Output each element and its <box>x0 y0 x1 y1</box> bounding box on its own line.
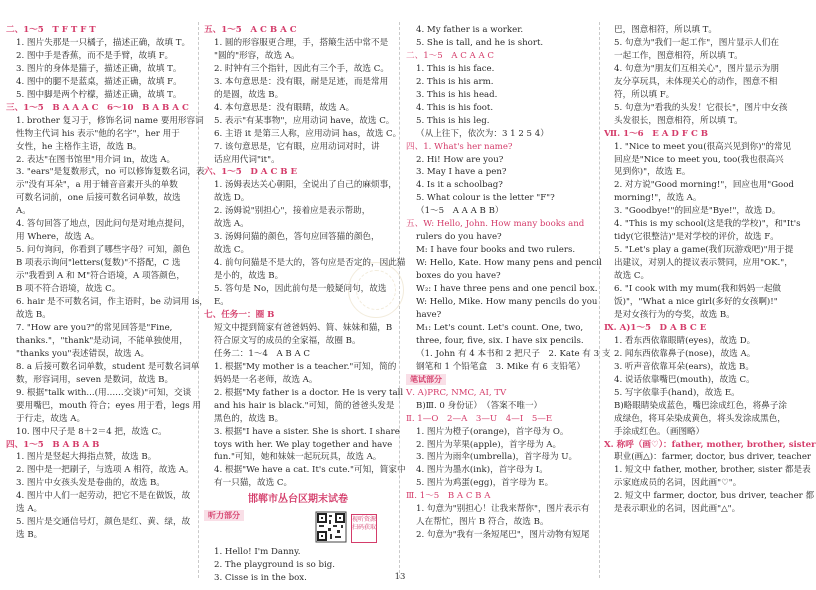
answer-column-1 <box>6 24 208 542</box>
answer-explanation-line: 成绿色，将耳朵染成黄色，将头发涂成黑色， <box>614 413 786 424</box>
answer-explanation-line: 2. 闻东西依靠鼻子(nose)，故选 A。 <box>614 348 756 359</box>
section-answer-heading: 二、1～5 T F T F T <box>6 25 96 35</box>
answer-explanation-line: 5. 图片是交通信号灯，颜色是红、黄、绿，故 <box>16 517 191 528</box>
section-answer-heading: 四、1. What's her name? <box>406 141 513 152</box>
answer-explanation-line: 9. 根据"talk with...(用……交谈)"可知，交谈 <box>16 387 192 398</box>
answer-explanation-line: 可数名词前，one 后接可数名词单数，故选 <box>16 193 181 204</box>
answer-explanation-line: thanks."，"thank"是动词，不能单独使用， <box>16 335 188 346</box>
answer-explanation-line: 女性，he 主格作主语，故选 B。 <box>16 141 142 152</box>
answer-explanation-line: 故选 D。 <box>214 193 250 204</box>
answer-explanation-line: B 项不符合语境，故选 C。 <box>16 284 121 295</box>
answer-explanation-line: 符合原文写的成员的全家福，故圈 B。 <box>214 335 361 346</box>
answer-explanation-line: 1. 看东西依靠眼睛(eyes)，故选 D。 <box>614 335 756 346</box>
answer-explanation-line: （从上往下，依次为：3 1 2 5 4） <box>416 128 549 139</box>
answer-explanation-line: B)Ⅲ. 0 身份证） （答案不唯一） <box>416 400 543 411</box>
answer-explanation-line: 3. This is his head. <box>416 89 498 100</box>
section-answer-heading: Ⅶ. 1～6 E A D F C B <box>604 128 709 139</box>
answer-explanation-line: 用 Where，故选 A。 <box>16 232 100 243</box>
answer-explanation-line: 3. 图片为雨伞(umbrella)，首字母为 U。 <box>416 452 578 463</box>
answer-explanation-line: 故选 C。 <box>614 271 650 282</box>
answer-explanation-line: 2. 汤姆说"别担心"，接着应是表示帮助， <box>214 206 371 217</box>
answer-explanation-line: W: Hello, Mike. How many pencils do you <box>416 297 598 308</box>
answer-explanation-line: 1. 短文中 father, mother, brother, sister 都是表 <box>614 465 811 476</box>
answer-explanation-line: 5. 表示"有某事物"，应用动词 have，故选 C。 <box>214 115 395 126</box>
answer-explanation-line: 1. 图片为橙子(orange)，首字母为 O。 <box>416 426 569 437</box>
page-number: 13 <box>394 572 406 582</box>
answer-explanation-line: 5. What colour is the letter "F"? <box>416 193 555 204</box>
answer-explanation-line: boxes do you have? <box>416 271 501 282</box>
answer-explanation-line: 3. "ears"是复数形式，no 可以修饰复数名词，表 <box>16 167 205 178</box>
answer-explanation-line: 回应是"Nice to meet you, too(我也很高兴 <box>614 154 784 165</box>
answer-explanation-line: 2. 图中是一把刷子，与选项 A 相符，故选 A。 <box>16 465 194 476</box>
answer-explanation-line: 1. This is his face. <box>416 63 495 74</box>
answer-explanation-line: E。 <box>214 297 229 308</box>
answer-explanation-line: 选 A。 <box>16 504 43 515</box>
answer-column-4 <box>604 24 816 516</box>
answer-explanation-line: 2. 对方说"Good morning!"，回应也用"Good <box>614 180 794 191</box>
answer-explanation-line: 1. 句意为"别担心！让我来帮你"，图片表示有 <box>416 504 590 515</box>
answer-explanation-line: 5. She is tall, and he is short. <box>416 37 544 48</box>
answer-explanation-line: 出建议，对别人的提议表示赞同，应用"OK."， <box>614 258 793 269</box>
answer-explanation-line: 5. 答句是 No，因此前句是一般疑问句，故选 <box>214 284 387 295</box>
answer-explanation-line: 4. My father is a worker. <box>416 25 524 35</box>
answer-explanation-line: have? <box>416 309 442 320</box>
answer-explanation-line: 3. 汤姆问猫的颜色，答句应回答猫的颜色， <box>214 232 380 243</box>
answer-explanation-line: 有一只猫，故选 C。 <box>214 478 293 489</box>
answer-explanation-line: rulers do you have? <box>416 232 502 243</box>
answer-explanation-line: 示"我看到 A 和 M"符合语境，A 项答颜色， <box>16 271 185 282</box>
answer-explanation-line: 数，形容词用，seven 是数词，故选 B。 <box>16 374 174 385</box>
answer-explanation-line: 选 B。 <box>16 530 43 541</box>
answer-explanation-line: 是小的，故选 B。 <box>214 271 284 282</box>
answer-explanation-line: 3. 听声音依靠耳朵(ears)，故选 B。 <box>614 361 754 372</box>
answer-explanation-line: 5. 图片为鸡蛋(egg)，首字母为 E。 <box>416 478 554 489</box>
answer-explanation-line: 一起工作，图意相符，所以填 T。 <box>614 50 743 61</box>
answer-explanation-line: 7. "How are you?"的常见回答是"Fine, <box>16 322 173 333</box>
listening-header <box>204 510 392 546</box>
answer-explanation-line: 人在帮忙，图片 B 符合，故选 B。 <box>416 517 549 528</box>
answer-explanation-line: 4. 根据"We have a cat. It's cute."可知，简家中 <box>214 465 406 476</box>
answer-explanation-line: 2. 短文中 farmer, doctor, bus driver, teacher 都 <box>614 491 815 502</box>
exam-title: 邯郸市丛台区期末试卷 <box>248 494 348 506</box>
section-answer-heading: 六、1～5 D A C B E <box>204 167 298 178</box>
answer-explanation-line: 任务二：1～4 A B A C <box>214 348 310 359</box>
answer-explanation-line: 4. "This is my school(这是我的学校)"，和"It's <box>614 219 801 230</box>
answer-explanation-line: W₂: I have three pens and one pencil box. <box>416 284 598 295</box>
answer-explanation-line: 4. 说话依靠嘴巴(mouth)，故选 C。 <box>614 374 755 385</box>
answer-explanation-line: 5. 写字依靠手(hand)，故选 E。 <box>614 387 740 398</box>
answer-explanation-line: 友分享玩具，未体现关心的动作，图意不相 <box>614 76 778 87</box>
answer-explanation-line: 6. hair 是不可数名词，作主语时，be 动词用 is， <box>16 297 208 308</box>
answer-explanation-line: 是表示职业的名词，因此画"△"。 <box>614 504 741 515</box>
answer-explanation-line: 3. 根据"I have a sister. She is short. I share <box>214 426 400 437</box>
answer-explanation-line: morning!"，故选 A。 <box>614 193 702 204</box>
answer-column-3 <box>406 24 611 542</box>
answer-explanation-line: 2. 表达"在图书馆里"用介词 in，故选 A。 <box>16 154 176 165</box>
answer-explanation-line: 要用嘴巴，mouth 符合；eyes 用于看，legs 用 <box>16 400 201 411</box>
answer-explanation-line: 符，所以填 F。 <box>614 89 675 100</box>
answer-explanation-line: 6. "I cook with my mum(我和妈妈一起做 <box>614 284 782 295</box>
section-answer-heading: Ⅸ. A)1～5 D A B C E <box>604 322 707 333</box>
answer-explanation-line: 2. 图片为苹果(apple)，首字母为 A。 <box>416 439 562 450</box>
section-answer-heading: Ⅲ. 1～5 B A C B A <box>406 491 491 502</box>
answer-explanation-line: fun."可知，她和妹妹一起玩玩具，故选 A。 <box>214 452 382 463</box>
answer-explanation-line: tidy(它很整洁)"是对学校的评价，故选 F。 <box>614 232 779 243</box>
answer-explanation-line: 2. Hi! How are you? <box>416 154 504 165</box>
answer-explanation-line: 3. "Goodbye!"的回应是"Bye!"，故选 D。 <box>614 206 781 217</box>
written-part-tag: 笔试部分 <box>406 374 446 385</box>
answer-explanation-line: 1. Hello! I'm Danny. <box>214 547 301 558</box>
answer-explanation-line: 6. 主语 it 是第三人称，应用动词 has，故选 C。 <box>214 128 402 139</box>
answer-explanation-line: 5. 句意为"我们一起工作"，图片显示人们在 <box>614 37 779 48</box>
answer-explanation-line: 8. a 后接可数名词单数，student 是可数名词单 <box>16 361 200 372</box>
answer-explanation-line: 2. 句意为"我有一条短尾巴"，图片动物有短尾 <box>416 530 590 541</box>
answer-explanation-line: 巴，图意相符，所以填 T。 <box>614 25 717 35</box>
answer-explanation-line: 的是圆，故选 B。 <box>214 89 284 100</box>
answer-explanation-line: 于行走，故选 A。 <box>16 413 86 424</box>
answer-explanation-line: 话应用代词"it"。 <box>214 154 280 165</box>
answer-explanation-line: 3. 本句意思是：没有眼，耐是足迹，而是常用 <box>214 76 389 87</box>
section-answer-heading: 二、1～5 A C A A C <box>406 50 495 61</box>
answer-explanation-line: toys with her. We play together and have <box>214 439 393 450</box>
answer-explanation-line: 是对女孩行为的夸奖，故选 B。 <box>614 309 735 320</box>
answer-explanation-line: B)略眼睛染成蓝色，嘴巴涂成红色，将鼻子涂 <box>614 400 787 411</box>
answer-explanation-line: 5. 问句询问，你看到了哪些字母？可知，颜色 <box>16 245 191 256</box>
answer-explanation-line: 10. 图中尺子是 8＋2＝4 把，故选 C。 <box>16 426 167 437</box>
answer-explanation-line: 3. 图片的身体是猫子，描述正确，故填 T。 <box>16 63 182 74</box>
answer-explanation-line: 4. This is his foot. <box>416 102 494 113</box>
answer-explanation-line: 短文中提到简家有爸爸妈妈、简、妹妹和猫，B <box>214 322 393 333</box>
answer-explanation-line: 4. 答句回答了地点，因此问句是对地点提问， <box>16 219 191 230</box>
answer-explanation-line: 5. This is his leg. <box>416 115 490 126</box>
answer-explanation-line: 性物主代词 his 表示"他的名字"，her 用于 <box>16 128 180 139</box>
answer-explanation-line: 2. 图中手是香蕉，而不是手臂，故填 F。 <box>16 50 174 61</box>
answer-explanation-line: 1. 圆的形容服更合理，手，搭簸生活中常不是 <box>214 37 389 48</box>
section-answer-heading: 五、1～5 A C B A C <box>204 25 297 35</box>
answer-explanation-line: 4. Is it a schoolbag? <box>416 180 503 191</box>
answer-explanation-line: 4. 本句意思是：没有眼睛，故选 A。 <box>214 102 355 113</box>
answer-explanation-line: （1. John 有 4 本书和 2 把尺子 2. Kate 有 3 支 <box>416 348 611 359</box>
answer-explanation-line: 示"没有耳朵"，a 用于辅音音素开头的单数 <box>16 180 178 191</box>
answer-explanation-line: 示家庭成员的名词，因此画"♡"。 <box>614 478 742 489</box>
answer-explanation-line: 2. 根据"My father is a doctor. He is very tall <box>214 387 404 398</box>
answer-explanation-line: 3. 图片中女孩头发是卷曲的，故选 B。 <box>16 478 165 489</box>
answer-explanation-line: "thanks you"表述错误，故选 A。 <box>16 348 150 359</box>
answer-explanation-line: 2. 时钟有三个指针，因此有三个手，故选 C。 <box>214 63 389 74</box>
answer-explanation-line: （1～5 A A A B B） <box>416 206 504 217</box>
section-answer-heading: 五、W: Hello, John. How many books and <box>406 219 585 230</box>
column-divider <box>599 22 600 578</box>
answer-explanation-line: 5. 图中脚是两个柠檬，描述正确，故填 T。 <box>16 89 182 100</box>
answer-explanation-line: M: I have four books and two rulers. <box>416 245 576 256</box>
answer-explanation-line: 2. This is his arm. <box>416 76 494 87</box>
listening-part-tag: 听力部分 <box>204 510 244 521</box>
section-answer-heading: 四、1～5 B A B A B <box>6 439 100 450</box>
answer-explanation-line: 钢笔和 1 个铅笔盒 3. Mike 有 6 支铅笔） <box>416 361 586 372</box>
answer-explanation-line: 1. 根据"My mother is a teacher."可知，简的 <box>214 361 397 372</box>
answer-explanation-line: and his hair is black."可知，简的爸爸头发是 <box>214 400 395 411</box>
answer-explanation-line: 3. May I have a pen? <box>416 167 507 178</box>
answer-explanation-line: 1. 图片是竖起大拇指点赞，故选 B。 <box>16 452 157 463</box>
answer-explanation-line: three, four, five, six. I have six pencils. <box>416 335 584 346</box>
answer-explanation-line: 故选 A。 <box>214 219 249 230</box>
answer-explanation-line: B 项表示询问"letters(复数)"不搭配，C 选 <box>16 258 181 269</box>
section-answer-heading: Ⅴ. A)PRC, NMC, AI, TV <box>406 387 507 398</box>
answer-explanation-line: 4. 图片为墨水(ink)，首字母为 I。 <box>416 465 548 476</box>
qr-label: 视听资源 扫码获取 <box>351 514 377 543</box>
answer-explanation-line: 5. 句意为"看我的头发！它很长"，图片中女孩 <box>614 102 788 113</box>
qr-code-icon[interactable] <box>316 512 346 542</box>
answer-explanation-line: 1. "Nice to meet you(很高兴见到你)"的常见 <box>614 141 792 152</box>
answer-explanation-line: W: Hello, Kate. How many pens and pencil <box>416 258 602 269</box>
answer-explanation-line: 黑色的，故选 B。 <box>214 413 284 424</box>
answer-explanation-line: 1. brother 复习于，修饰名词 name 要用形容词 <box>16 115 204 126</box>
section-answer-heading: Ⅱ. 1—O 2—A 3—U 4—I 5—E <box>406 413 553 424</box>
answer-explanation-line: 头发很长，图意相符，所以填 T。 <box>614 115 743 126</box>
answer-explanation-line: 饭)"，"What a nice girl(多好的女孩啊)!" <box>614 297 778 308</box>
answer-explanation-line: 4. 图片中人们一起劳动，把它不是在做饭，故 <box>16 491 191 502</box>
answer-explanation-line: 5. "Let's play a game(我们玩游戏吧)"用于提 <box>614 245 794 256</box>
answer-explanation-line: 2. The playground is so big. <box>214 560 336 571</box>
answer-explanation-line: 故选 B。 <box>16 309 51 320</box>
answer-explanation-line: 1. 图片失那是一只橘子，描述正确，故填 T。 <box>16 37 191 48</box>
answer-explanation-line: "圆的"形容，故选 A。 <box>214 50 300 61</box>
section-tag-line <box>406 374 596 387</box>
answer-explanation-line: 见到你)"，故选 E。 <box>614 167 691 178</box>
answer-explanation-line: M₁: Let's count. Let's count. One, two, <box>416 322 584 333</box>
section-answer-heading: 三、1～5 B A A A C 6～10 B A B A C <box>6 102 189 113</box>
answer-explanation-line: 4. 图中的腿不是蓝桌，描述正确，故填 F。 <box>16 76 182 87</box>
answer-explanation-line: 1. 汤姆表达关心朝阳，全说出了自己的麻烦事， <box>214 180 397 191</box>
answer-explanation-line: A。 <box>16 206 31 217</box>
answer-explanation-line: 手涂成红色。（画图略） <box>614 426 705 437</box>
answer-explanation-line: 职业(画△)：farmer, doctor, bus driver, teacher <box>614 452 812 463</box>
answer-explanation-line: 7. 该句意思是，它有眼，应用动词对时，讲 <box>214 141 380 152</box>
section-answer-heading: 七、任务一：圈 B <box>204 309 275 320</box>
answer-explanation-line: 4. 前句问猫是不是大的，答句应是否定的，因此猫 <box>214 258 406 269</box>
answer-explanation-line: 故选 C。 <box>214 245 250 256</box>
answer-explanation-line: 4. 句意为"朋友们互相关心"，图片显示为朋 <box>614 63 779 74</box>
section-answer-heading: X. 称呼（画♡）：father, mother, brother, sister <box>604 439 816 450</box>
answer-explanation-line: 3. Cisse is in the box. <box>214 573 307 584</box>
answer-explanation-line: 妈妈是一名老师，故选 A。 <box>214 374 318 385</box>
